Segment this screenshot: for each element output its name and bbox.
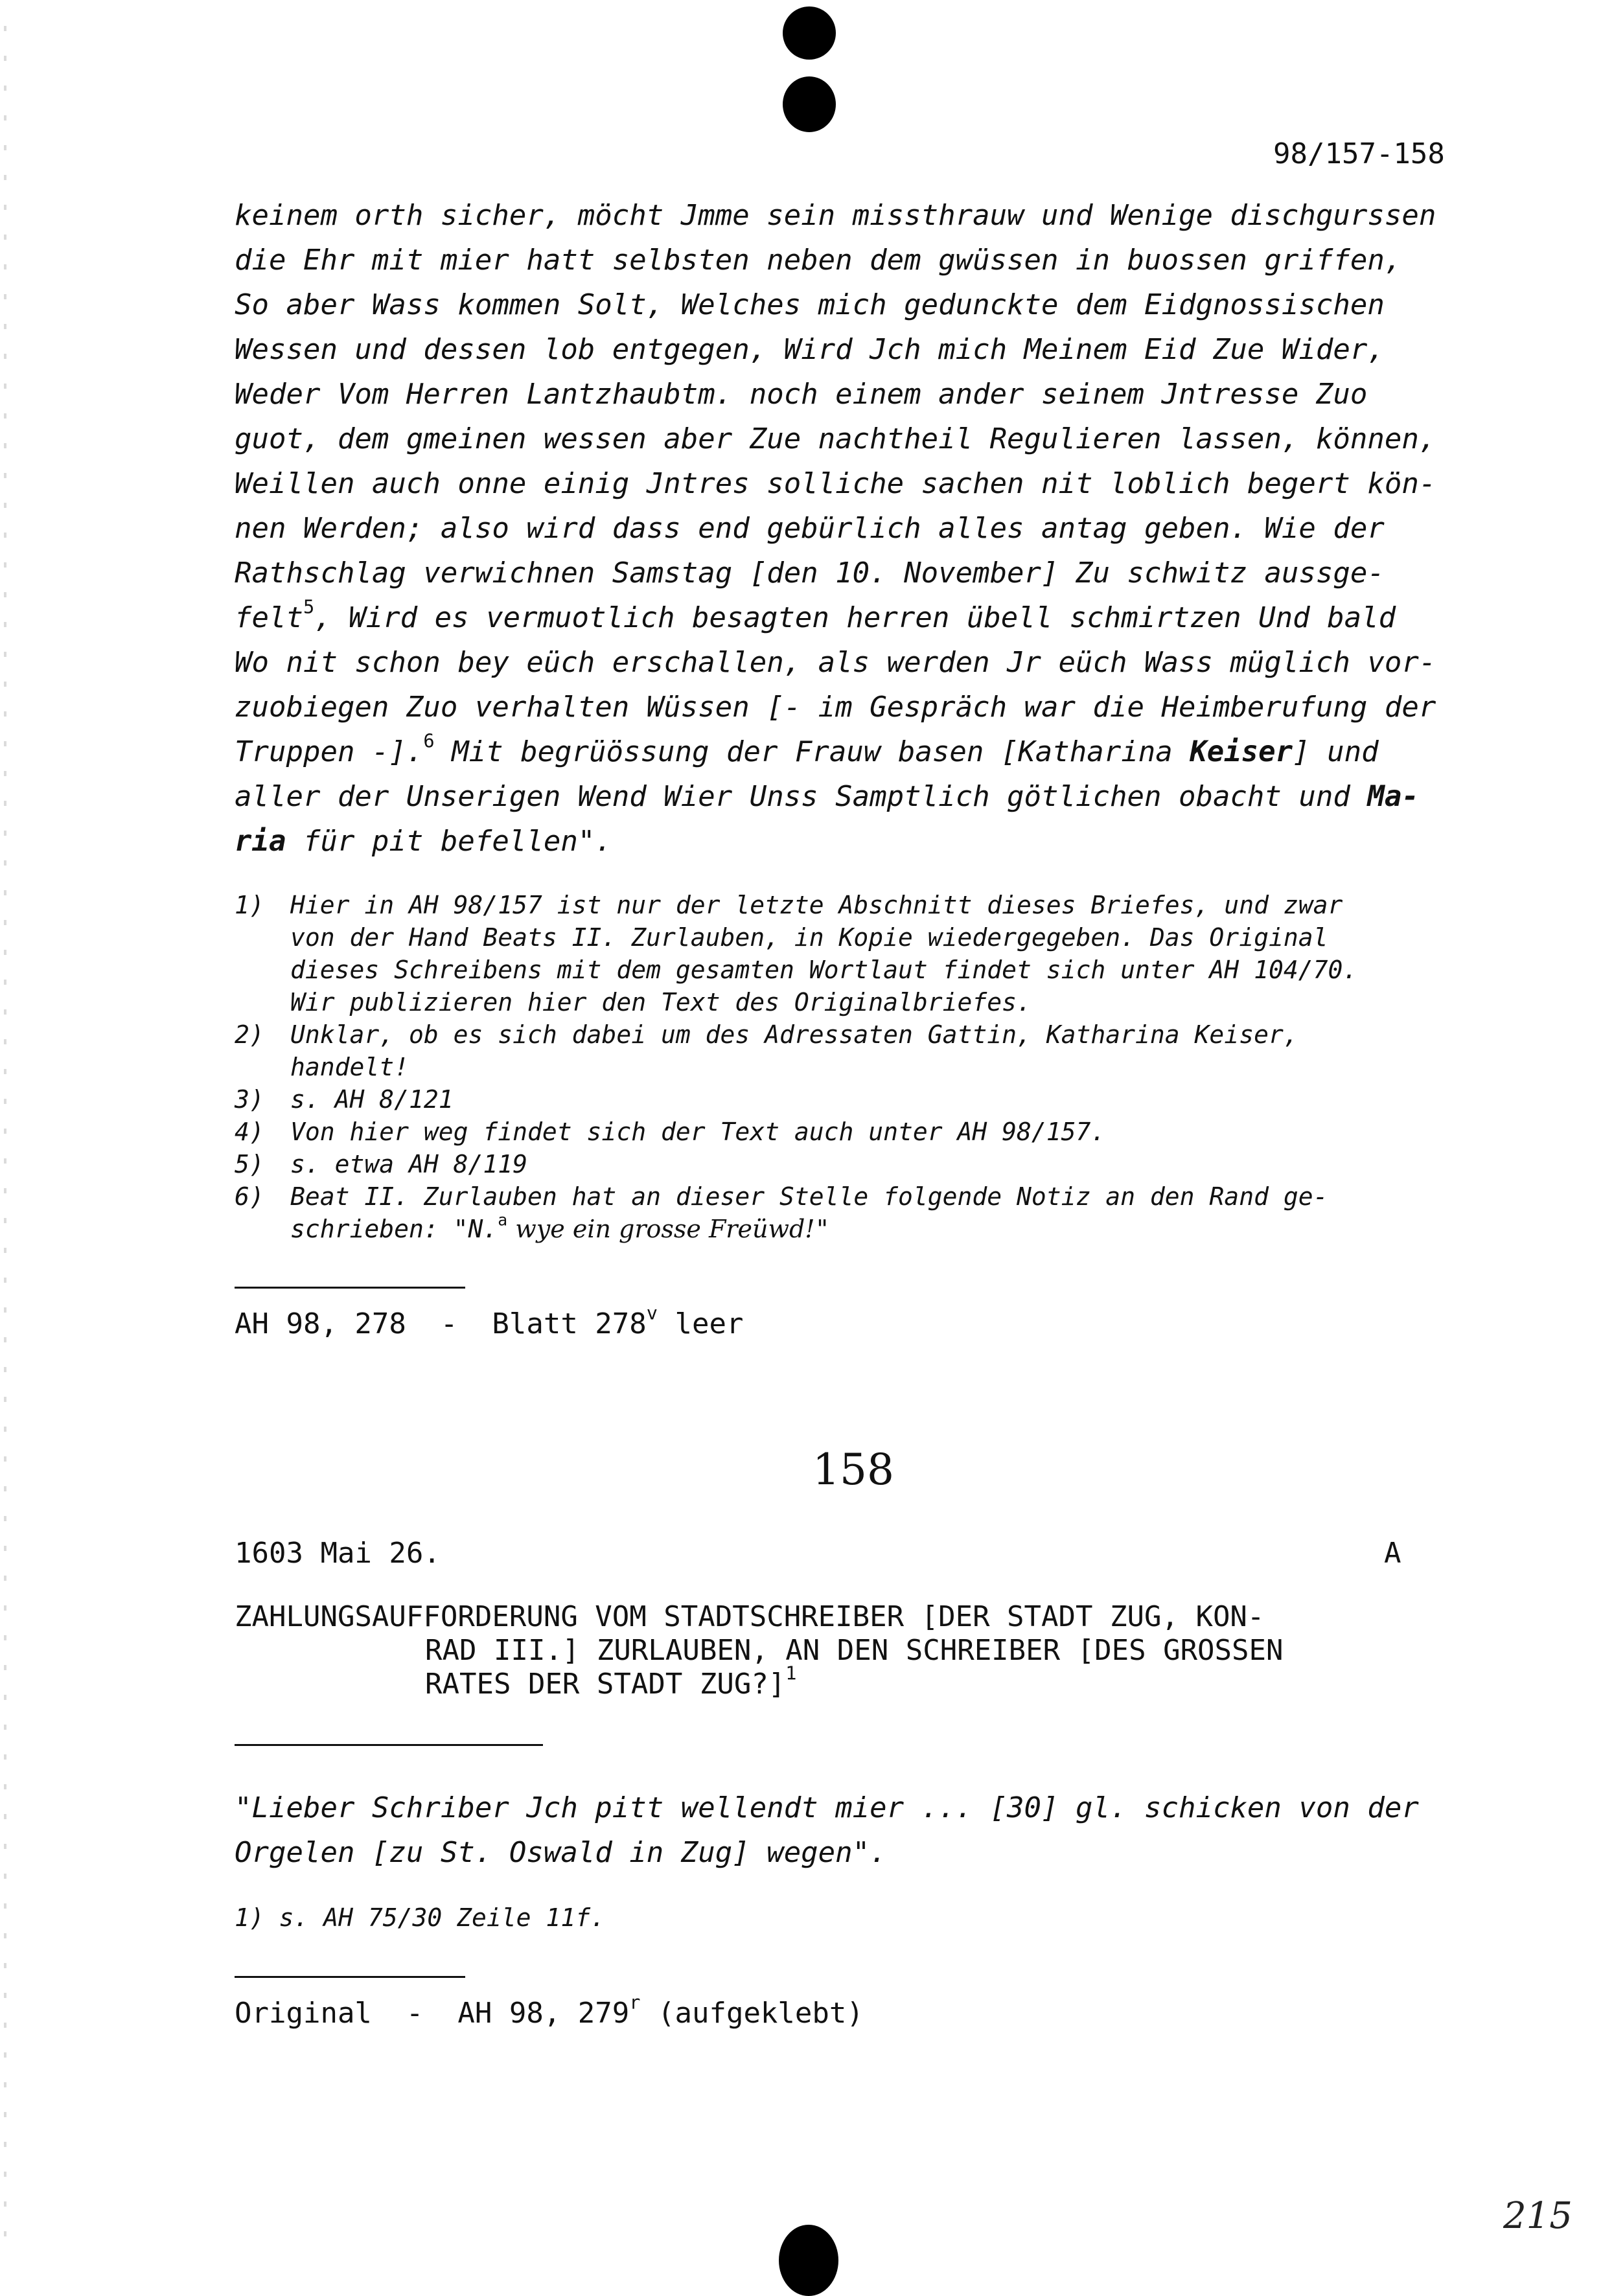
footnote-item: [235, 1083, 1357, 1116]
footnote-item: [235, 1018, 1357, 1051]
footnote-number: 5): [235, 1150, 264, 1178]
letter-line: guot, dem gmeinen wessen aber Zue nachtheil Regulieren lassen, können,: [235, 422, 1436, 455]
footnote-text: von der Hand Beats II. Zurlauben, in Kopie wiedergegeben. Das Original: [290, 923, 1328, 952]
punch-hole-bottom: [779, 2225, 838, 2296]
footnote-number: 2): [235, 1020, 264, 1049]
source-line: [235, 1302, 744, 1340]
footnote-text: Beat II. Zurlauben hat an dieser Stelle folgende Notiz an den Rand ge-: [290, 1182, 1328, 1211]
text-fragment: RATES DER STADT ZUG?]: [425, 1668, 786, 1701]
title-line: RAD III.] ZURLAUBEN, AN DEN SCHREIBER [DES GROSSEN: [425, 1634, 1284, 1667]
text-fragment: ] und: [1293, 735, 1379, 768]
title-line: [235, 1662, 1284, 1701]
handwritten-folio-number: 215: [1503, 2195, 1573, 2237]
bold-name: Ma-: [1367, 780, 1419, 813]
text-fragment: aller der Unserigen Wend Wier Unss Samptlich götlichen obacht und: [235, 780, 1368, 813]
bold-name: Keiser: [1190, 735, 1293, 768]
text-fragment: (aufgeklebt): [640, 1997, 864, 2030]
text-fragment: AH 98, 278 - Blatt 278: [235, 1307, 647, 1340]
footnote-text: Wir publizieren hier den Text des Originalbriefes.: [290, 988, 1032, 1016]
footnote-text: handelt!: [290, 1053, 409, 1081]
footnote-item: [235, 1180, 1357, 1213]
punch-hole-second: [783, 76, 836, 132]
footnote-item: [235, 1116, 1357, 1148]
quote-line: Orgelen [zu St. Oswald in Zug] wegen".: [235, 1836, 887, 1869]
letter-line: Wo nit schon bey eüch erschallen, als werden Jr eüch Wass müglich vor-: [235, 646, 1436, 679]
text-fragment: ": [814, 1215, 830, 1243]
superscript: r: [629, 1991, 641, 2014]
superscript: v: [646, 1302, 658, 1324]
letter-line: Weillen auch onne einig Jntres solliche sachen nit loblich begert kön-: [235, 467, 1436, 500]
footnote-text: Hier in AH 98/157 ist nur der letzte Abschnitt dieses Briefes, und zwar: [290, 891, 1343, 919]
letter-line: [235, 774, 1436, 819]
handwritten-note: wye ein grosse Freüwd!: [507, 1215, 815, 1243]
letter-line: zuobiegen Zuo verhalten Wüssen [- im Gespräch war die Heimberufung der: [235, 691, 1436, 724]
quote-line: "Lieber Schriber Jch pitt wellendt mier ... [30] gl. schicken von der: [235, 1791, 1419, 1824]
text-fragment: schrieben: "N.: [290, 1215, 498, 1243]
footnote-marker: 6: [423, 729, 435, 752]
footnote-item: [235, 986, 1357, 1018]
scan-edge-marks: [4, 26, 6, 2255]
quote-text: [235, 1785, 1419, 1875]
text-fragment: Original - AH 98, 279: [235, 1997, 630, 2030]
bold-name: ria: [235, 825, 286, 858]
document-number: 158: [813, 1445, 894, 1495]
footnote-number: 6): [235, 1182, 264, 1211]
footnote-item: [235, 1051, 1357, 1083]
footnote-number: 4): [235, 1118, 264, 1146]
title-line: ZAHLUNGSAUFFORDERUNG VOM STADTSCHREIBER [DER STADT ZUG, KON-: [235, 1600, 1265, 1633]
footnote-number: 1): [235, 891, 264, 919]
letter-text: [235, 193, 1436, 864]
footnote-item: [235, 921, 1357, 954]
letter-line: keinem orth sicher, möcht Jmme sein missthrauw und Wenige dischgurssen: [235, 199, 1436, 232]
separator-rule: [235, 1744, 543, 1746]
footnotes: [235, 889, 1357, 1245]
page-number: 98/157-158: [1273, 137, 1445, 170]
punch-hole-top: [783, 6, 836, 60]
document-type: A: [1384, 1537, 1401, 1570]
letter-line: [235, 595, 1436, 640]
letter-line: Weder Vom Herren Lantzhaubtm. noch einem ander seinem Jntresse Zuo: [235, 378, 1368, 411]
letter-line: nen Werden; also wird dass end gebürlich alles antag geben. Wie der: [235, 512, 1385, 545]
footnote-item: 1) s. AH 75/30 Zeile 11f.: [235, 1903, 605, 1932]
letter-line: [235, 729, 1436, 774]
letter-line: [235, 819, 1436, 864]
footnote-text: [290, 1210, 830, 1245]
letter-line: So aber Wass kommen Solt, Welches mich gedunckte dem Eidgnossischen: [235, 288, 1385, 321]
separator-rule: [235, 1287, 465, 1289]
text-fragment: Mit begrüössung der Frauw basen [Katharina: [434, 735, 1190, 768]
footnote-item: [235, 1210, 1357, 1245]
text-fragment: leer: [657, 1307, 744, 1340]
footnote-number: 3): [235, 1085, 264, 1114]
text-fragment: felt: [235, 601, 303, 634]
footnote-item: [235, 889, 1357, 921]
superscript: a: [498, 1210, 508, 1230]
letter-line: Rathschlag verwichnen Samstag [den 10. November] Zu schwitz aussge-: [235, 557, 1385, 590]
footnote-text: Von hier weg findet sich der Text auch unter AH 98/157.: [290, 1118, 1106, 1146]
footnote-marker: 1: [785, 1662, 797, 1684]
text-fragment: für pit befellen".: [286, 825, 612, 858]
document-title: [235, 1600, 1284, 1701]
separator-rule: [235, 1976, 465, 1978]
source-line: [235, 1991, 864, 2030]
footnote-text: s. AH 8/121: [290, 1085, 454, 1114]
footnote-marker: 5: [303, 595, 315, 618]
footnote-item: [235, 1148, 1357, 1180]
footnote-text: s. etwa AH 8/119: [290, 1150, 528, 1178]
footnote-item: [235, 954, 1357, 986]
letter-line: Wessen und dessen lob entgegen, Wird Jch mich Meinem Eid Zue Wider,: [235, 333, 1385, 366]
document-date: 1603 Mai 26.: [235, 1537, 441, 1570]
footnote-text: Unklar, ob es sich dabei um des Adressaten Gattin, Katharina Keiser,: [290, 1020, 1298, 1049]
text-fragment: Truppen -].: [235, 735, 424, 768]
text-fragment: , Wird es vermuotlich besagten herren übell schmirtzen Und bald: [314, 601, 1396, 634]
letter-line: die Ehr mit mier hatt selbsten neben dem gwüssen in buossen griffen,: [235, 244, 1402, 277]
footnote-text: dieses Schreibens mit dem gesamten Wortlaut findet sich unter AH 104/70.: [290, 956, 1358, 984]
